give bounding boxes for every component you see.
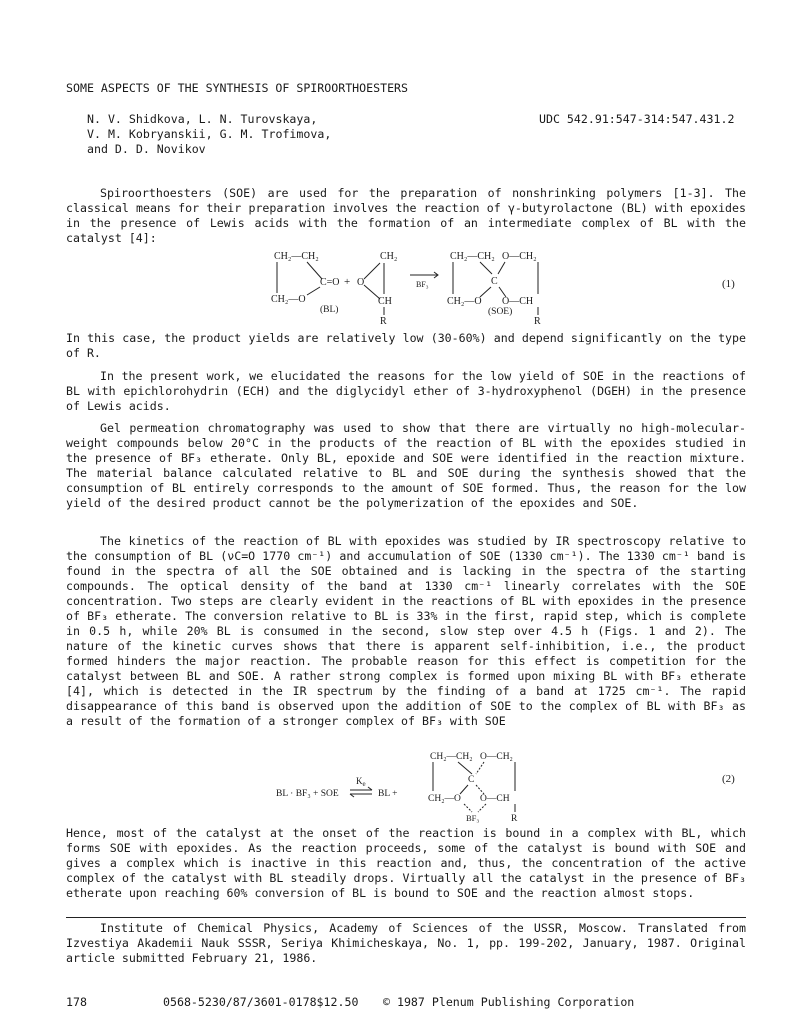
bl-bottom: CH₂—O — [271, 294, 306, 305]
bl-label: (BL) — [320, 305, 339, 315]
bl-carbonyl: C=O — [320, 277, 340, 288]
footer-rule — [66, 917, 746, 918]
reaction-scheme-2 — [272, 750, 750, 824]
paragraph-gpc-text: Gel permeation chromatography was used to show that there are virtually no high-molecular-weight compounds below 20°C in the products of the reaction of BL with the epoxides studied in the presence of BF₃ etherate. Only BL, epoxide and SOE were identified in the reaction mixture. The material balance calculated relative to BL and SOE during the synthesis showed that the consumption of BL entirely corresponds to the amount of SOE formed. Thus, the reason for the low yield of the desired product cannot be the polymerization of the epoxides and SOE. — [66, 421, 746, 510]
article-code: 0568-5230/87/3601-0178$12.50 — [163, 995, 359, 1009]
soe-o-top: O—CH₂ — [502, 251, 537, 262]
soe-label: (SOE) — [488, 307, 513, 317]
scheme2-r: R — [511, 814, 518, 824]
soe-spiro-carbon: C — [491, 276, 498, 287]
reaction-scheme-1 — [260, 247, 750, 325]
copyright-line: © 1987 Plenum Publishing Corporation — [383, 995, 635, 1009]
scheme2-right: BL + — [378, 789, 398, 799]
paragraph-conclusion-text: Hence, most of the catalyst at the onset of the reaction is bound in a complex with BL, which forms SOE with epoxides. As the reaction proceeds, some of the catalyst is bound with SOE and gives a complex which is inactive in this reaction and, thus, the concentration of the active complex of the catalyst with BL steadily drops. Virtually all the catalyst in the presence of BF₃ etherate upon reaching 60% conversion of BL is bound to SOE and the reaction almost stops. — [66, 826, 746, 900]
paragraph-intro — [66, 186, 746, 246]
author-line-2: V. M. Kobryanskii, G. M. Trofimova, — [87, 127, 332, 141]
affiliation-note — [66, 921, 746, 966]
soe-bottom: CH₂—O — [447, 296, 482, 307]
scheme2-o-top: O—CH₂ — [480, 752, 513, 762]
paragraph-present-work-text: In the present work, we elucidated the reasons for the low yield of SOE in the reactions of BL with epichlorohydrin (ECH) and the diglycidyl ether of 3-hydroxyphenol (DGEH) in the presence of Lewis acids. — [66, 369, 746, 413]
scheme2-bf3: BF₃ — [466, 813, 480, 823]
epoxide-top: CH₂ — [380, 251, 398, 262]
soe-r: R — [534, 316, 541, 325]
scheme2-bottom: CH₂—O — [428, 794, 461, 804]
scheme2-o-bottom: O—CH — [480, 794, 510, 804]
paragraph-present-work — [66, 369, 746, 414]
author-line-1: N. V. Shidkova, L. N. Turovskaya, — [87, 112, 318, 126]
article-title: SOME ASPECTS OF THE SYNTHESIS OF SPIROORTHOESTERS — [66, 81, 409, 95]
paragraph-kinetics-text: The kinetics of the reaction of BL with epoxides was studied by IR spectroscopy relative to the consumption of BL (νC=O 1770 cm⁻¹) and accumulation of SOE (1330 cm⁻¹). The 1330 cm⁻¹ band is found in the spectra of all the SOE obtained and is lacking in the spectra of the starting compounds. The optical density of the band at 1330 cm⁻¹ linearly correlates with the SOE concentration. Two steps are clearly evident in the reactions of BL with epoxides in the presence of BF₃ etherate. The conversion relative to BL is 33% in the first, rapid step, which is complete in 0.5 h, while 20% BL is consumed in the second, slow step over 4.5 h (Figs. 1 and 2). The nature of the kinetic curves shows that there is apparent self-inhibition, i.e., the product formed hinders the major reaction. The probable reason for this effect is competition for the catalyst between BL and SOE. A rather strong complex is formed upon mixing BL with BF₃ etherate [4], which is detected in the IR spectrum by the finding of a band at 1725 cm⁻¹. The rapid disappearance of this band is observed upon the addition of SOE to the complex of BL with BF₃ as a result of the formation of a stronger complex of BF₃ with SOE — [66, 534, 746, 728]
scheme2-keq: $K_e$ — [356, 776, 366, 788]
scheme2-top: CH₂—CH₂ — [430, 752, 473, 762]
plus-sign-1: + — [344, 276, 351, 288]
page-number: 178 — [66, 995, 87, 1009]
paragraph-yields-text: In this case, the product yields are relatively low (30-60%) and depend significantly on the type of R. — [66, 331, 746, 360]
paragraph-yields — [66, 331, 746, 361]
paragraph-gpc — [66, 421, 746, 511]
scheme2-left: BL · BF₃ + SOE — [276, 789, 339, 799]
equation-number-1: (1) — [722, 278, 735, 290]
catalyst-label: BF₃ — [416, 280, 429, 289]
author-line-3: and D. D. Novikov — [87, 142, 206, 156]
paragraph-conclusion — [66, 826, 746, 901]
paragraph-intro-text: Spiroorthoesters (SOE) are used for the preparation of nonshrinking polymers [1-3]. The classical means for their preparation involves the reaction of γ-butyrolactone (BL) with epoxides in the presence of Lewis acids with the formation of an intermediate complex of BL with the catalyst [4]: — [66, 186, 747, 245]
epoxide-oxygen: O — [357, 277, 365, 288]
bl-top: CH₂—CH₂ — [274, 251, 319, 262]
soe-top: CH₂—CH₂ — [450, 251, 495, 262]
scheme2-spiro-carbon: C — [468, 775, 475, 785]
udc-code: UDC 542.91:547-314:547.431.2 — [539, 112, 735, 126]
affiliation-note-text: Institute of Chemical Physics, Academy of Sciences of the USSR, Moscow. Translated from Izvestiya Akademii Nauk SSSR, Seriya Khimicheskaya, No. 1, pp. 199-202, January, 1987. Original article submitted February 21, 1986. — [66, 921, 746, 965]
soe-o-bottom: O—CH — [502, 296, 534, 307]
epoxide-ch: CH — [378, 296, 392, 307]
equation-number-2: (2) — [722, 773, 735, 785]
epoxide-r: R — [380, 316, 387, 325]
paragraph-kinetics — [66, 534, 746, 729]
